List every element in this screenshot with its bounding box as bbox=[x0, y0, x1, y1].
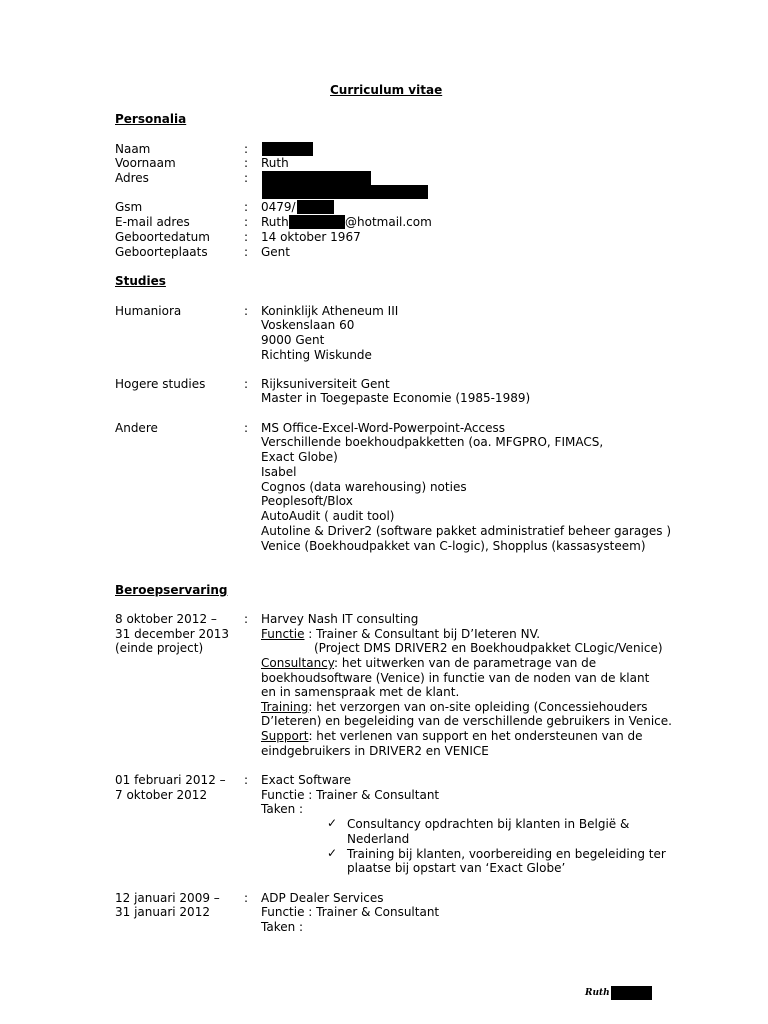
task-bullet-line: plaatse bij opstart van ‘Exact Globe’ bbox=[347, 861, 566, 875]
document-title: Curriculum vitae bbox=[330, 83, 443, 97]
job-company: ADP Dealer Services bbox=[261, 891, 384, 905]
consultancy-text: : het uitwerken van de parametrage van de bbox=[334, 656, 597, 670]
job-period-line: 12 januari 2009 – bbox=[115, 891, 220, 905]
andere-line: Venice (Boekhoudpakket van C-logic), Shopplus (kassasysteem) bbox=[261, 539, 646, 553]
colon: : bbox=[244, 612, 249, 626]
support-line: eindgebruikers in DRIVER2 en VENICE bbox=[261, 744, 489, 758]
andere-line: Peoplesoft/Blox bbox=[261, 494, 353, 508]
voornaam-label: Voornaam bbox=[115, 156, 176, 170]
colon: : bbox=[244, 891, 249, 905]
gsm-label: Gsm bbox=[115, 200, 143, 214]
section-heading-beroepservaring: Beroepservaring bbox=[115, 583, 228, 597]
job-period-line: 7 oktober 2012 bbox=[115, 788, 208, 802]
consultancy-label: Consultancy bbox=[261, 656, 335, 670]
hogere-studies-line: Rijksuniversiteit Gent bbox=[261, 377, 390, 391]
andere-line: Isabel bbox=[261, 465, 297, 479]
checkmark-icon: ✓ bbox=[327, 846, 338, 860]
geboortedatum-label: Geboortedatum bbox=[115, 230, 210, 244]
redacted-block bbox=[262, 171, 371, 185]
humaniora-label: Humaniora bbox=[115, 304, 182, 318]
colon: : bbox=[244, 773, 249, 787]
colon: : bbox=[244, 215, 249, 229]
andere-line: Verschillende boekhoudpakketten (oa. MFGPRO, FIMACS, bbox=[261, 435, 604, 449]
job-period-line: 01 februari 2012 – bbox=[115, 773, 226, 787]
colon: : bbox=[244, 377, 249, 391]
support-text: : het verlenen van support en het ondersteunen van de bbox=[308, 729, 643, 743]
adres-label: Adres bbox=[115, 171, 149, 185]
andere-line: Autoline & Driver2 (software pakket administratief beheer garages ) bbox=[261, 524, 672, 538]
andere-line: Cognos (data warehousing) noties bbox=[261, 480, 467, 494]
colon: : bbox=[244, 156, 249, 170]
voornaam-value: Ruth bbox=[261, 156, 289, 170]
task-bullet-line: Nederland bbox=[347, 832, 410, 846]
job-support bbox=[261, 729, 643, 744]
support-label: Support bbox=[261, 729, 309, 743]
colon: : bbox=[244, 421, 249, 435]
gsm-value: 0479/ bbox=[261, 200, 296, 214]
redacted-block bbox=[297, 200, 334, 214]
geboortedatum-value: 14 oktober 1967 bbox=[261, 230, 361, 244]
redacted-block bbox=[611, 986, 652, 1000]
hogere-studies-line: Master in Toegepaste Economie (1985-1989) bbox=[261, 391, 531, 405]
task-bullet-line: Consultancy opdrachten bij klanten in België & bbox=[347, 817, 630, 831]
andere-label: Andere bbox=[115, 421, 158, 435]
job-functie: Functie : Trainer & Consultant bbox=[261, 905, 440, 919]
hogere-studies-label: Hogere studies bbox=[115, 377, 206, 391]
training-label: Training bbox=[261, 700, 309, 714]
job-company: Exact Software bbox=[261, 773, 352, 787]
andere-line: Exact Globe) bbox=[261, 450, 338, 464]
naam-label: Naam bbox=[115, 142, 151, 156]
job-period-line: 31 december 2013 bbox=[115, 627, 230, 641]
humaniora-line: Voskenslaan 60 bbox=[261, 318, 355, 332]
humaniora-line: Koninklijk Atheneum III bbox=[261, 304, 399, 318]
section-heading-personalia: Personalia bbox=[115, 112, 187, 126]
humaniora-line: 9000 Gent bbox=[261, 333, 325, 347]
colon: : bbox=[244, 230, 249, 244]
job-project: (Project DMS DRIVER2 en Boekhoudpakket CLogic/Venice) bbox=[314, 641, 663, 655]
job-functie: Functie : Trainer & Consultant bbox=[261, 788, 440, 802]
training-line: D’Ieteren) en begeleiding van de verschillende gebruikers in Venice. bbox=[261, 714, 672, 728]
job-consultancy bbox=[261, 656, 596, 671]
redacted-block bbox=[262, 142, 313, 156]
colon: : bbox=[244, 142, 249, 156]
humaniora-line: Richting Wiskunde bbox=[261, 348, 372, 362]
colon: : bbox=[244, 245, 249, 259]
redacted-block bbox=[262, 185, 428, 199]
andere-line: MS Office-Excel-Word-Powerpoint-Access bbox=[261, 421, 505, 435]
job-period-line: 8 oktober 2012 – bbox=[115, 612, 217, 626]
colon: : bbox=[244, 200, 249, 214]
email-label: E-mail adres bbox=[115, 215, 190, 229]
colon: : bbox=[244, 171, 249, 185]
job-taken: Taken : bbox=[261, 802, 304, 816]
functie-label: Functie bbox=[261, 627, 305, 641]
training-text: : het verzorgen van on-site opleiding (Concessiehouders bbox=[308, 700, 648, 714]
job-period-line: (einde project) bbox=[115, 641, 204, 655]
task-bullet-line: Training bij klanten, voorbereiding en begeleiding ter bbox=[347, 847, 666, 861]
functie-value: : Trainer & Consultant bij D’Ieteren NV. bbox=[304, 627, 541, 641]
email-suffix: @hotmail.com bbox=[345, 215, 432, 229]
footer-name: Ruth bbox=[585, 988, 610, 998]
email-prefix: Ruth bbox=[261, 215, 289, 229]
colon: : bbox=[244, 304, 249, 318]
geboorteplaats-label: Geboorteplaats bbox=[115, 245, 208, 259]
geboorteplaats-value: Gent bbox=[261, 245, 290, 259]
redacted-block bbox=[289, 215, 345, 229]
consultancy-line: boekhoudsoftware (Venice) in functie van de noden van de klant bbox=[261, 671, 650, 685]
consultancy-line: en in samenspraak met de klant. bbox=[261, 685, 460, 699]
andere-line: AutoAudit ( audit tool) bbox=[261, 509, 395, 523]
job-company: Harvey Nash IT consulting bbox=[261, 612, 419, 626]
job-functie bbox=[261, 627, 540, 642]
job-period-line: 31 januari 2012 bbox=[115, 905, 210, 919]
job-training bbox=[261, 700, 648, 715]
job-taken: Taken : bbox=[261, 920, 304, 934]
checkmark-icon: ✓ bbox=[327, 816, 338, 830]
section-heading-studies: Studies bbox=[115, 274, 166, 288]
